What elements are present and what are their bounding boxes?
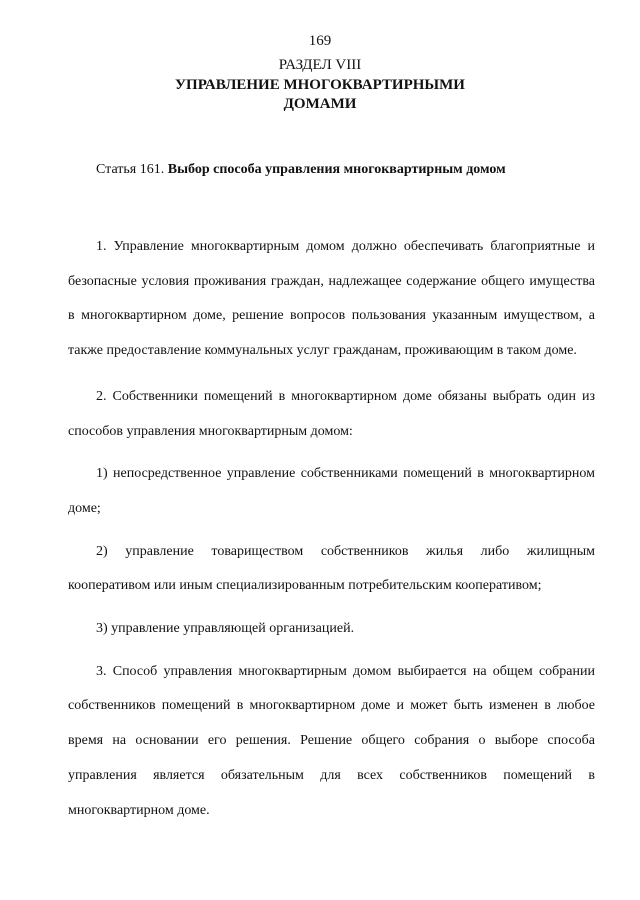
article-title: Выбор способа управления многоквартирным домом xyxy=(167,162,506,177)
list-item-2: 2) управление товариществом собственников жилья либо жилищным кооперативом или иным специализированным потребительским кооперативом; xyxy=(68,543,595,594)
section-title xyxy=(0,76,640,114)
list-item-3: 3) управление управляющей организацией. xyxy=(96,621,355,637)
article-number: Статья 161. xyxy=(96,162,165,177)
paragraph-3: 3. Способ управления многоквартирным домом выбирается на общем собрании собственников помещений в многоквартирном доме и может быть изменен в любое время на основании его решения. Решение общего собрания о выборе способа управления является обязательным для всех собственников помещений в многоквартирном доме. xyxy=(68,663,595,818)
section-label: РАЗДЕЛ VIII xyxy=(278,57,362,73)
article-body xyxy=(68,230,595,839)
section-title-line-2: ДОМАМИ xyxy=(283,96,357,112)
section-title-line-1: УПРАВЛЕНИЕ МНОГОКВАРТИРНЫМИ xyxy=(175,77,465,93)
article-heading xyxy=(96,162,616,178)
page-number: 169 xyxy=(308,33,332,49)
paragraph-1: 1. Управление многоквартирным домом должно обеспечивать благоприятные и безопасные условия проживания граждан, надлежащее содержание общего имущества в многоквартирном доме, решение вопросов пользования указанным имуществом, а также предоставление коммунальных услуг гражданам, проживающим в таком доме. xyxy=(68,239,595,359)
list-item-1: 1) непосредственное управление собственниками помещений в многоквартирном доме; xyxy=(68,466,595,516)
paragraph-2: 2. Собственники помещений в многоквартирном доме обязаны выбрать один из способов управления многоквартирным домом: xyxy=(68,388,595,439)
